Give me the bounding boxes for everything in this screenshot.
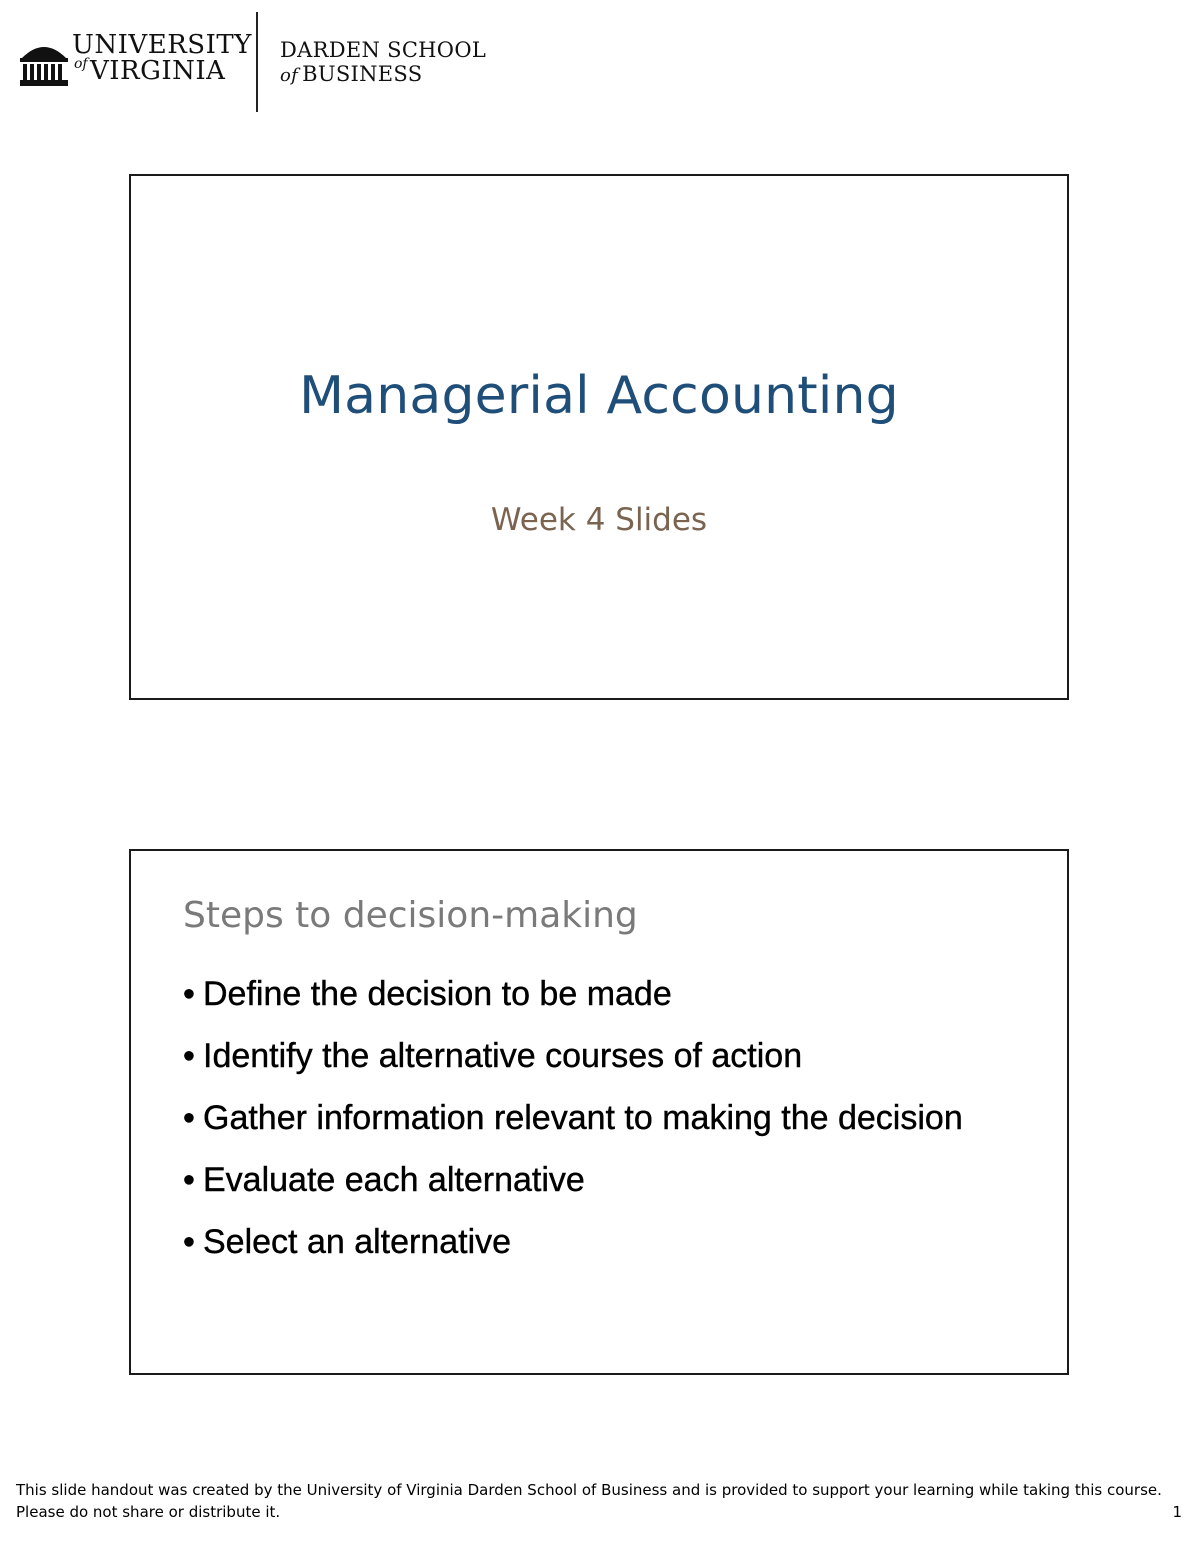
slide-2: [129, 849, 1069, 1375]
darden-wordmark-business: BUSINESS: [302, 62, 423, 86]
bullet-icon: •: [183, 1161, 195, 1199]
slide-1-subtitle: Week 4 Slides: [490, 502, 708, 538]
header-logo: [18, 10, 488, 116]
bullet-icon: •: [183, 1223, 195, 1261]
slide-1-title: Managerial Accounting: [299, 366, 899, 426]
list-item: [183, 1155, 983, 1206]
list-item: [183, 969, 983, 1020]
slide-1: [129, 174, 1069, 700]
footer-line-1: This slide handout was created by the University of Virginia Darden School of Business and is provided to support your learning while taking this course.: [16, 1481, 1162, 1499]
uva-wordmark-line1: UNIVERSITY: [72, 30, 252, 60]
slide-2-bullet-list: [183, 969, 983, 1279]
list-item-text: Evaluate each alternative: [203, 1161, 585, 1199]
rotunda-icon: [18, 38, 70, 88]
uva-wordmark-line2: VIRGINIA: [90, 56, 226, 86]
bullet-icon: •: [183, 1099, 195, 1137]
logo-divider: [256, 12, 258, 112]
darden-wordmark-of: of: [280, 65, 299, 86]
list-item: [183, 1093, 983, 1144]
list-item: [183, 1217, 983, 1268]
darden-wordmark-line1: DARDEN SCHOOL: [280, 38, 487, 62]
footer-line-2: Please do not share or distribute it.: [16, 1503, 281, 1521]
list-item-text: Identify the alternative courses of action: [203, 1037, 803, 1075]
list-item-text: Select an alternative: [203, 1223, 512, 1261]
list-item-text: Define the decision to be made: [203, 975, 672, 1013]
darden-wordmark-line2: [280, 62, 486, 88]
uva-wordmark-of: of: [74, 56, 88, 72]
uva-wordmark: [72, 32, 252, 84]
slide-2-title: Steps to decision-making: [183, 895, 638, 936]
footer-disclaimer: [16, 1479, 1176, 1523]
list-item: [183, 1031, 983, 1082]
bullet-icon: •: [183, 1037, 195, 1075]
list-item-text: Gather information relevant to making the decision: [203, 1099, 963, 1137]
page-number: 1: [1172, 1503, 1182, 1521]
bullet-icon: •: [183, 975, 195, 1013]
darden-wordmark: [280, 38, 486, 88]
